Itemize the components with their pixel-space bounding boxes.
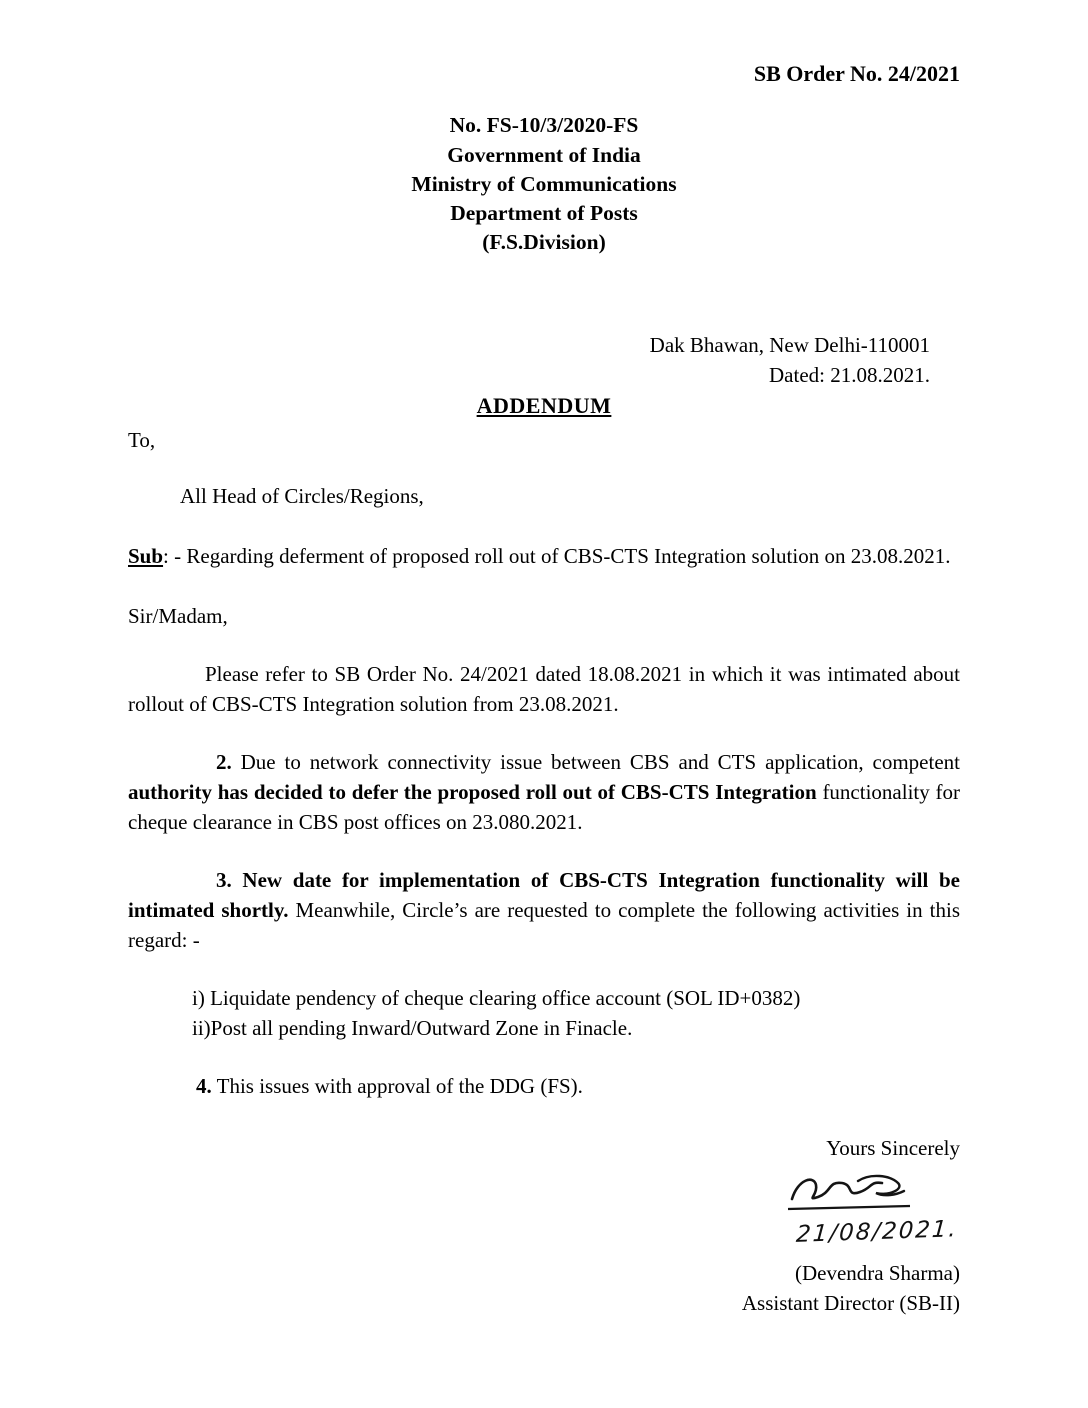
subject-line: [128, 541, 960, 571]
closing-line: Yours Sincerely: [826, 1136, 960, 1161]
addressee-line: All Head of Circles/Regions,: [180, 484, 424, 509]
paragraph-1: Please refer to SB Order No. 24/2021 dated 18.08.2021 in which it was intimated about rollout of CBS-CTS Integration solution from 23.08.2021.: [128, 662, 960, 717]
list-item-1: i) Liquidate pendency of cheque clearing office account (SOL ID+0382): [192, 986, 801, 1011]
paragraph-3-bold-text: 3. New date for implementation of CBS-CTS Integration functionality will be intimated shortly.: [128, 868, 960, 923]
paragraph-2: [128, 747, 960, 837]
activity-list: [128, 983, 960, 1043]
list-item-2: ii)Post all pending Inward/Outward Zone in Finacle.: [192, 1016, 633, 1041]
paragraph-4-number: 4.: [196, 1074, 212, 1099]
letterhead-line-ministry: Ministry of Communications: [411, 171, 677, 196]
letterhead-line-division: (F.S.Division): [482, 230, 606, 255]
signature-handwritten-date: 21/08/2021.: [795, 1216, 959, 1249]
signature-block: [128, 1171, 960, 1249]
subject-text: : - Regarding deferment of proposed roll out of CBS-CTS Integration solution on 23.08.2021.: [163, 544, 951, 569]
subject-label: Sub: [128, 544, 164, 569]
reference-number: No. FS-10/3/2020-FS: [449, 113, 639, 138]
paragraph-4-text: This issues with approval of the DDG (FS).: [211, 1074, 583, 1099]
signatory-block: [128, 1259, 960, 1318]
place-date-block: [128, 330, 960, 390]
date-line: Dated: 21.08.2021.: [769, 362, 930, 387]
document-title: ADDENDUM: [476, 392, 612, 418]
paragraph-2-bold-text: authority has decided to defer the proposed roll out of CBS-CTS Integration: [128, 780, 817, 805]
letterhead: [128, 111, 960, 257]
letterhead-line-department: Department of Posts: [450, 201, 638, 226]
paragraph-3: [128, 865, 960, 955]
paragraph-4: [128, 1071, 960, 1101]
salutation: Sir/Madam,: [128, 604, 228, 629]
place-line: Dak Bhawan, New Delhi-110001: [649, 332, 930, 357]
order-number: SB Order No. 24/2021: [753, 61, 960, 86]
paragraph-2-text-a: Due to network connectivity issue between CBS and CTS application, competent: [231, 750, 960, 775]
paragraph-2-number: 2.: [216, 750, 232, 775]
to-label: To,: [128, 428, 156, 453]
signature-scribble: [128, 1171, 960, 1217]
letterhead-line-government: Government of India: [447, 142, 641, 167]
signatory-title: Assistant Director (SB-II): [741, 1290, 960, 1315]
paragraph-2-text-b: functionality for cheque clearance in CBS post offices on 23.080.2021.: [128, 780, 960, 835]
signatory-name: (Devendra Sharma): [794, 1261, 960, 1286]
paragraph-3-text: Meanwhile, Circle’s are requested to complete the following activities in this regard: -: [128, 898, 961, 953]
